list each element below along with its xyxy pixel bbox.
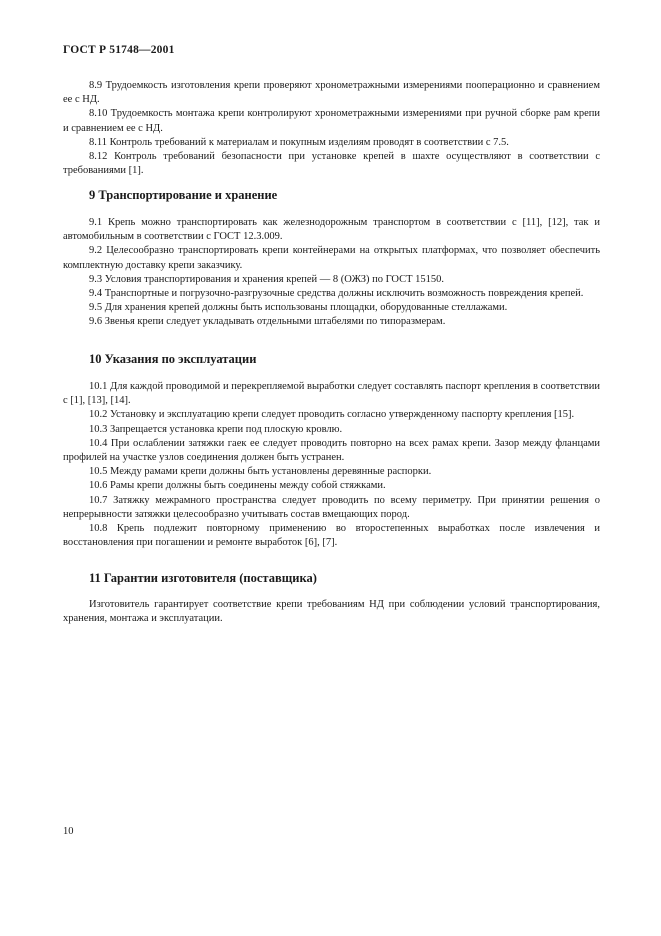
document-code: ГОСТ Р 51748—2001 [63, 44, 175, 56]
paragraph-8-12: 8.12 Контроль требований безопасности при установке крепей в шахте осуществляют в соответствии с требованиями [1]. [63, 151, 600, 177]
page-number: 10 [63, 826, 74, 837]
paragraph-9-4: 9.4 Транспортные и погрузочно-разгрузочные средства должны исключить возможность повреждения крепей. [89, 288, 584, 300]
paragraph-9-2: 9.2 Целесообразно транспортировать крепи контейнерами на открытых платформах, что позволяет обеспечить комплектную доставку крепи заказчику. [63, 245, 600, 271]
section-10-body [63, 380, 600, 550]
paragraph-10-6: 10.6 Рамы крепи должны быть соединены между собой стяжками. [89, 480, 386, 492]
paragraph-10-7: 10.7 Затяжку межрамного пространства следует проводить по всему периметру. При принятии решения о непрерывности затяжки целесообразно учитывать состав вмещающих пород. [63, 494, 600, 520]
paragraph-9-3: 9.3 Условия транспортирования и хранения крепей — 8 (ОЖЗ) по ГОСТ 15150. [89, 273, 445, 285]
section-11-body [63, 598, 600, 626]
paragraph-10-2: 10.2 Установку и эксплуатацию крепи следует проводить согласно утвержденному паспорту крепления [15]. [89, 409, 575, 421]
paragraph-8-10: 8.10 Трудоемкость монтажа крепи контролируют хронометражными измерениями при ручной сборке рам крепи и сравнением ее с НД. [63, 108, 600, 134]
section-9-heading: 9 Транспортирование и хранение [89, 188, 278, 202]
paragraph-10-8: 10.8 Крепь подлежит повторному применению во второстепенных выработках после извлечения и восстановления при погашении и ремонте выработок [6], [7]. [63, 523, 600, 549]
paragraph-10-1: 10.1 Для каждой проводимой и перекрепляемой выработки следует составлять паспорт крепления в соответствии с [1], [13], [14]. [63, 381, 600, 407]
paragraph-10-3: 10.3 Запрещается установка крепи под плоскую кровлю. [89, 423, 343, 435]
paragraph-8-9: 8.9 Трудоемкость изготовления крепи проверяют хронометражными измерениями пооперационно и сравнением ее с НД. [63, 80, 600, 106]
paragraph-11-1: Изготовитель гарантирует соответствие крепи требованиям НД при соблюдении условий транспортирования, хранения, монтажа и эксплуатации. [63, 599, 600, 625]
paragraph-9-1: 9.1 Крепь можно транспортировать как железнодорожным транспортом в соответствии с [11], [12], так и автомобильным в соответствии с ГОСТ 12.3.009. [63, 217, 600, 243]
paragraph-10-4: 10.4 При ослаблении затяжки гаек ее следует проводить повторно на всех рамах крепи. Зазор между фланцами профилей на участке узлов соединения должен быть устранен. [63, 437, 600, 464]
section-11-heading: 11 Гарантии изготовителя (поставщика) [89, 571, 317, 585]
paragraph-10-5: 10.5 Между рамами крепи должны быть установлены деревянные распорки. [89, 466, 432, 478]
paragraph-9-6: 9.6 Звенья крепи следует укладывать отдельными штабелями по типоразмерам. [89, 316, 446, 328]
paragraph-8-11: 8.11 Контроль требований к материалам и покупным изделиям проводят в соответствии с 7.5. [89, 136, 509, 148]
paragraph-9-5: 9.5 Для хранения крепей должны быть использованы площадки, оборудованные стеллажами. [89, 302, 508, 314]
section-8-body [63, 79, 600, 178]
section-9-body [63, 216, 600, 330]
section-10-heading: 10 Указания по эксплуатации [89, 352, 257, 366]
